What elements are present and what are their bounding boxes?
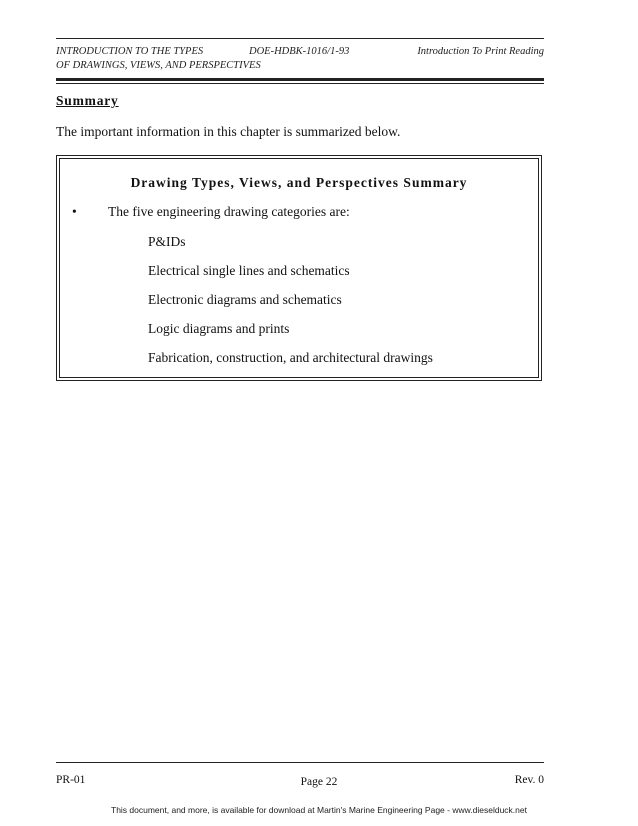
header-top-rule (56, 38, 544, 39)
summary-box-title: Drawing Types, Views, and Perspectives Summary (130, 175, 468, 190)
header-thin-rule (56, 83, 544, 84)
category-item: Logic diagrams and prints (148, 321, 290, 336)
footer-rule (56, 762, 544, 763)
category-item: Fabrication, construction, and architectural drawings (148, 350, 433, 365)
bullet-dot: • (72, 204, 77, 219)
header-left-line1: INTRODUCTION TO THE TYPES (56, 46, 204, 57)
summary-bullet (72, 204, 350, 220)
header-right-title: Introduction To Print Reading (417, 46, 544, 57)
category-item: Electrical single lines and schematics (148, 263, 350, 278)
header-thick-rule (56, 78, 544, 81)
header-left-line2: OF DRAWINGS, VIEWS, AND PERSPECTIVES (56, 60, 261, 71)
download-note: This document, and more, is available for download at Martin's Marine Engineering Page - www.dieselduck.net (111, 805, 527, 815)
footer-page-number: Page 22 (300, 776, 338, 788)
footer-module-id: PR-01 (56, 774, 86, 786)
section-title: Summary (56, 93, 119, 108)
category-item: Electronic diagrams and schematics (148, 292, 342, 307)
category-item: P&IDs (148, 234, 186, 249)
section-intro: The important information in this chapter is summarized below. (56, 124, 401, 139)
summary-box-inner (59, 158, 539, 378)
header-center-doc-id: DOE-HDBK-1016/1-93 (249, 46, 350, 57)
summary-box (56, 155, 542, 381)
footer-revision: Rev. 0 (514, 774, 544, 786)
bullet-text: The five engineering drawing categories are: (108, 204, 350, 219)
